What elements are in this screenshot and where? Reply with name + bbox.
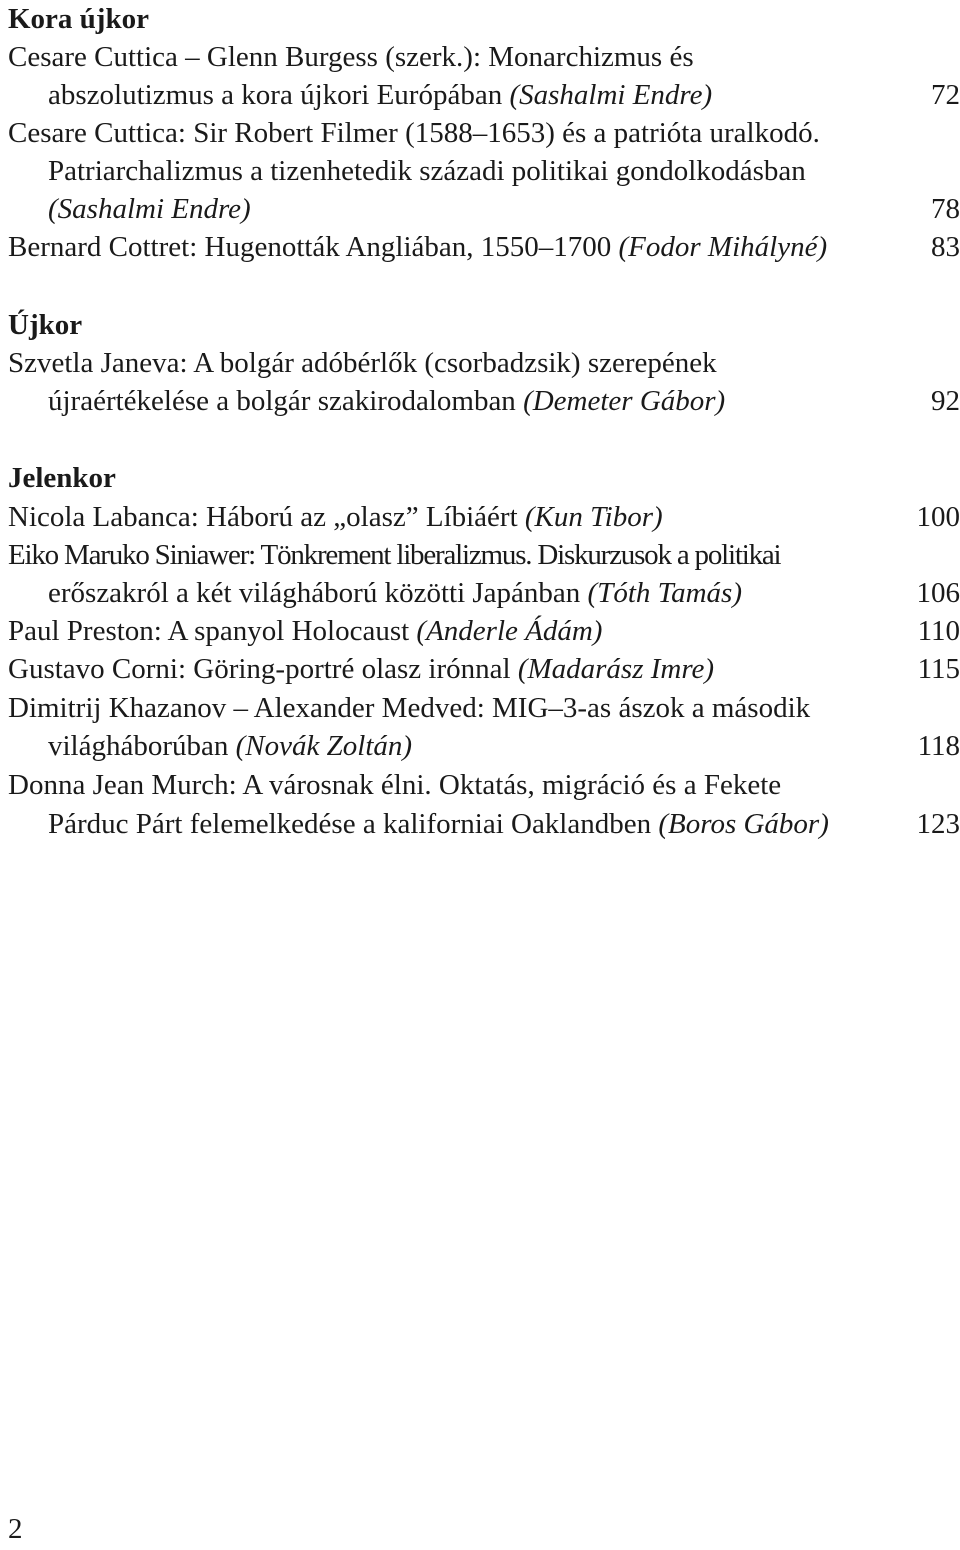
toc-page-number: 106 [916,577,960,609]
toc-entry-line [48,382,960,420]
toc-entry-line [48,727,960,765]
toc-entry-title: világháborúban [48,730,236,762]
toc-page-number: 100 [916,501,960,533]
toc-entry-reviewer: (Novák Zoltán) [235,730,413,762]
toc-entry-line: Dimitrij Khazanov – Alexander Medved: MIG–3-as ászok a második [8,692,811,724]
toc-page-number: 118 [917,730,960,762]
toc-entry-title: Párduc Párt felemelkedése a kaliforniai Oaklandben [48,808,659,840]
toc-entry-line [48,574,960,612]
toc-entry-reviewer: (Madarász Imre) [517,653,715,685]
toc-entry-line [8,498,960,536]
toc-entry-reviewer: (Tóth Tamás) [587,577,742,609]
toc-page-number: 110 [917,615,960,647]
toc-entry-title: Gustavo Corni: Göring-portré olasz irónnal [8,653,518,685]
toc-entry-title: újraértékelése a bolgár szakirodalomban [48,385,524,417]
toc-page-number: 78 [931,193,960,225]
toc-entry-line: Patriarchalizmus a tizenhetedik századi politikai gondolkodásban [48,155,806,187]
toc-entry-line: Szvetla Janeva: A bolgár adóbérlők (csorbadzsik) szerepének [8,347,717,379]
toc-page-number: 72 [931,79,960,111]
toc-entry-reviewer: (Boros Gábor) [658,808,829,840]
section-heading-jelenkor: Jelenkor [8,462,116,494]
toc-entry-reviewer: (Fodor Mihályné) [618,231,828,263]
toc-entry-line [8,612,960,650]
toc-entry-line: Donna Jean Murch: A városnak élni. Oktatás, migráció és a Fekete [8,769,782,801]
toc-entry-line [48,805,960,843]
section-heading-kora-ujkor: Kora újkor [8,3,149,35]
toc-entry-line: Cesare Cuttica: Sir Robert Filmer (1588–1653) és a patrióta uralkodó. [8,117,820,149]
toc-entry-reviewer: (Demeter Gábor) [523,385,726,417]
toc-page-number: 83 [931,231,960,263]
toc-entry-reviewer: (Anderle Ádám) [416,615,603,647]
toc-entry-title: abszolutizmus a kora újkori Európában [48,79,510,111]
toc-entry-line [48,76,960,114]
toc-page-number: 115 [917,653,960,685]
toc-entry-line [8,650,960,688]
toc-entry-reviewer: (Sashalmi Endre) [509,79,713,111]
toc-entry-line [8,228,960,266]
toc-entry-line: Eiko Maruko Siniawer: Tönkrement liberalizmus. Diskurzusok a politikai [8,539,781,571]
toc-entry-reviewer: (Kun Tibor) [524,501,663,533]
section-heading-ujkor: Újkor [8,309,83,341]
toc-entry-title: Nicola Labanca: Háború az „olasz” Líbiáért [8,501,525,533]
page-number: 2 [8,1513,23,1545]
toc-page-number: 92 [931,385,960,417]
toc-entry-line [48,190,960,228]
toc-entry-title: Bernard Cottret: Hugenották Angliában, 1550–1700 [8,231,619,263]
toc-page-number: 123 [916,808,960,840]
toc-entry-title: Paul Preston: A spanyol Holocaust [8,615,417,647]
toc-entry-reviewer: (Sashalmi Endre) [48,193,251,225]
toc-entry-title: erőszakról a két világháború közötti Japánban [48,577,588,609]
toc-entry-line: Cesare Cuttica – Glenn Burgess (szerk.): Monarchizmus és [8,41,694,73]
